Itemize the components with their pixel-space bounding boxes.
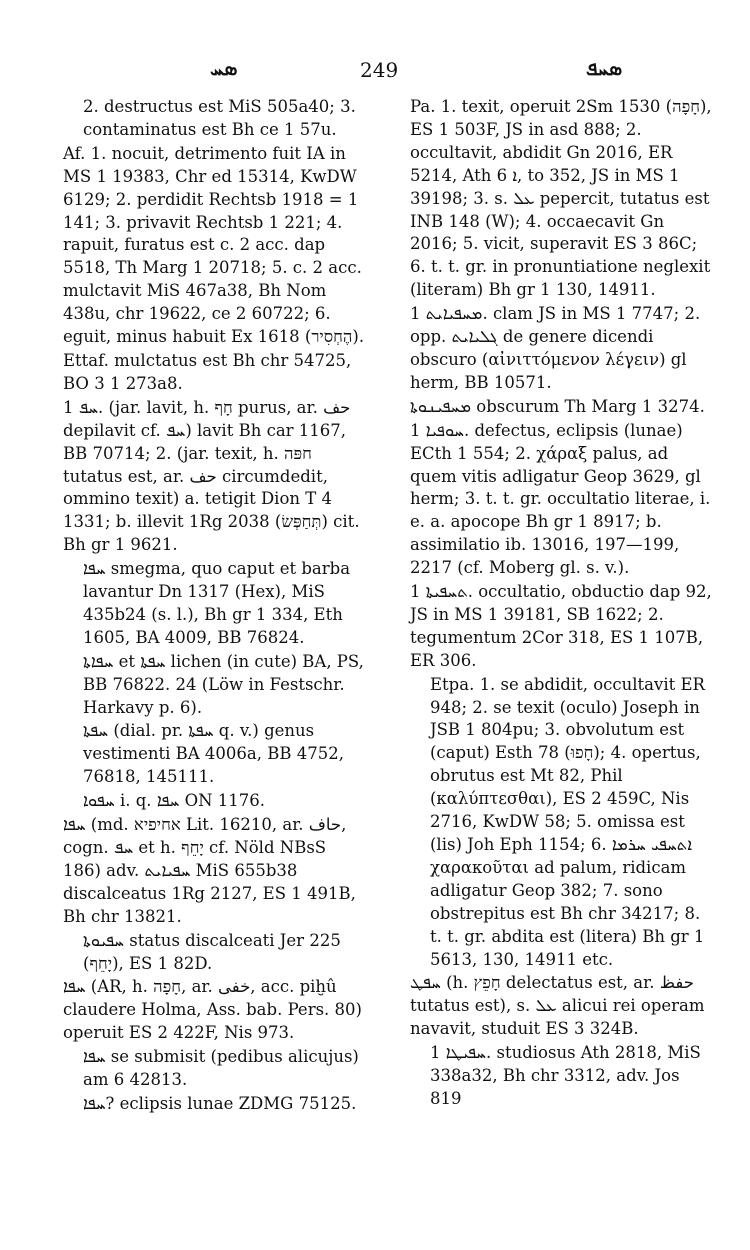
running-head: [60, 56, 710, 82]
entry-paragraph: ܚܘܦܝܐ 1. defectus, eclipsis (lunae) ECth 1 554; 2. χάραξ palus, ad quem vitis adligatur Geop 3629, gl herm; 3. t. t. gr. occultatio literae, i. e. a. apocope Bh gr 1 8917; b. assimilatio ib. 13016, 197—199, 2217 (cf. Moberg gl. s. v.).: [410, 420, 711, 578]
entry-paragraph: Pa. 1. texit, operuit 2Sm 1530 (חָפָה), ES 1 503F, JS in asd 888; 2. occultavit, abdidit Gn 2016, ER 5214, Ath ܐ 6, to 352, JS in MS 1 39198; 3. s. ܥܠ pepercit, tutatus est INB 148 (W); 4. occaecavit Gn 2016; 5. vicit, superavit ES 3 86C; 6. t. t. gr. in pronuntiatione neglexit (literam) Bh gr 1 130, 14911.: [410, 97, 712, 300]
entry-paragraph: ܚܦܛ (h. חָפֵץ delectatus est, ar. حفظ tutatus est), s. ܥܠ alicui rei operam navavit, studuit ES 3 324B.: [410, 973, 705, 1039]
entry-paragraph: ܚܦܝܛܐ 1. studiosus Ath 2818, MiS 338a32, Bh chr 3312, adv. Jos 819: [430, 1043, 701, 1108]
entry-paragraph: ܬܚܦܝܬܐ 1. occultatio, obductio dap 92, JS in MS 1 39181, SB 1622; 2. tegumentum 2Cor 318, ES 1 107B, ER 306.: [410, 582, 712, 670]
entry-paragraph: ܚܦܐ (md. אחיפיא Lit. 16210, ar. حاف, cogn. ܚܦ et h. יָחֵף cf. Nöld NBsS 186) adv. ܚܦܝܐܝܬ MiS 655b38 discalceatus 1Rg 2127, ES 1 491B, Bh chr 13821.: [63, 815, 356, 926]
entry-paragraph: ܚܦܐ smegma, quo caput et barba lavantur Dn 1317 (Hex), MiS 435b24 (s. l.), Bh gr 1 334, Eth 1605, BA 4009, BB 76824.: [83, 559, 351, 647]
left-column: [63, 96, 368, 1117]
entry-paragraph: ܡܚܦܝܐܝܬ 1. clam JS in MS 1 7747; 2. opp. ܓܠܝܐܝܬ de genere dicendi obscuro (αἰνιττόμενον λέγειν) gl herm, BB 10571.: [410, 304, 701, 392]
entry-paragraph: ܚܦ 1. (jar. lavit, h. חָף purus, ar. حف depilavit cf. ܚܦ) lavit Bh car 1167, BB 70714; 2. (jar. texit, h. חפּה tutatus est, ar. حف circumdedit, ommino texit) a. tetigit Dion T 4 1331; b. illevit 1Rg 2038 (תְּחַפְּשׂ) cit. Bh gr 1 9621.: [63, 397, 360, 555]
entry-paragraph: Ettaf. mulctatus est Bh chr 54725, BO 3 1 273a8.: [63, 350, 352, 393]
entry-paragraph: ܡܚܦܝܢܘܬܐ obscurum Th Marg 1 3274.: [410, 396, 705, 416]
running-head-left-word: ܣܚ: [210, 56, 238, 80]
entry-paragraph: ܚܦܐܬܐ et ܚܦܬܐ lichen (in cute) BA, PS, BB 76822. 24 (Löw in Festschr. Harkavy p. 6).: [83, 651, 364, 717]
entry-paragraph: ܚܦܬܐ (dial. pr. ܚܦܬܐ q. v.) genus vestimenti BA 4006a, BB 4752, 76818, 145111.: [83, 721, 344, 787]
entry-paragraph: ܚܦܝܘܬܐ status discalceati Jer 225 (יָחֵף), ES 1 82D.: [83, 930, 341, 973]
right-column: [410, 96, 715, 1112]
entry-paragraph: Etpa. 1. se abdidit, occultavit ER 948; 2. se texit (oculo) Joseph in JSB 1 804pu; 3. obvolutum est (caput) Esth 78 (חָפוּ); 4. opertus, obrutus est Mt 82, Phil (καλύπτεσθαι), ES 2 459C, Nis 2716, KwDW 58; 5. omissa est (lis) Joh Eph 1154; 6. ܐܬܚܦܝ ܚܪܡܐ χαρακοῦται ad palum, ridicam adligatur Geop 382; 7. sono obstrepitus est Bh chr 34217; 8. t. t. gr. abdita est (litera) Bh gr 1 5613, 130, 14911 etc.: [430, 674, 705, 969]
running-head-right-word: ܣܚܦ: [586, 56, 623, 80]
entry-paragraph: ܚܦܐ se submisit (pedibus alicujus) am 6 42813.: [83, 1047, 359, 1090]
page-number: 249: [360, 58, 399, 82]
entry-paragraph: ܚܦܘܐ i. q. ܚܦܐ ON 1176.: [83, 791, 266, 811]
entry-paragraph: ܚܦܐ (AR, h. חָפָה, ar. خفى, acc. piḫû claudere Holma, Ass. bab. Pers. 80) operuit ES 2 422F, Nis 973.: [63, 977, 362, 1043]
entry-paragraph: 2. destructus est MiS 505a40; 3. contaminatus est Bh ce 1 57u.: [83, 97, 356, 139]
entry-paragraph: Af. 1. nocuit, detrimento fuit IA in MS 1 19383, Chr ed 15314, KwDW 6129; 2. perdidit Rechtsb 1918 = 1 141; 3. privavit Rechtsb 1 221; 4. rapuit, furatus est c. 2 acc. dap 5518, Th Marg 1 20718; 5. c. 2 acc. mulctavit MiS 467a38, Bh Nom 438u, chr 19622, ce 2 60722; 6. eguit, minus habuit Ex 1618 (הֶחְסִיר).: [63, 143, 365, 347]
entry-paragraph: ܚܦܐ? eclipsis lunae ZDMG 75125.: [83, 1093, 357, 1113]
